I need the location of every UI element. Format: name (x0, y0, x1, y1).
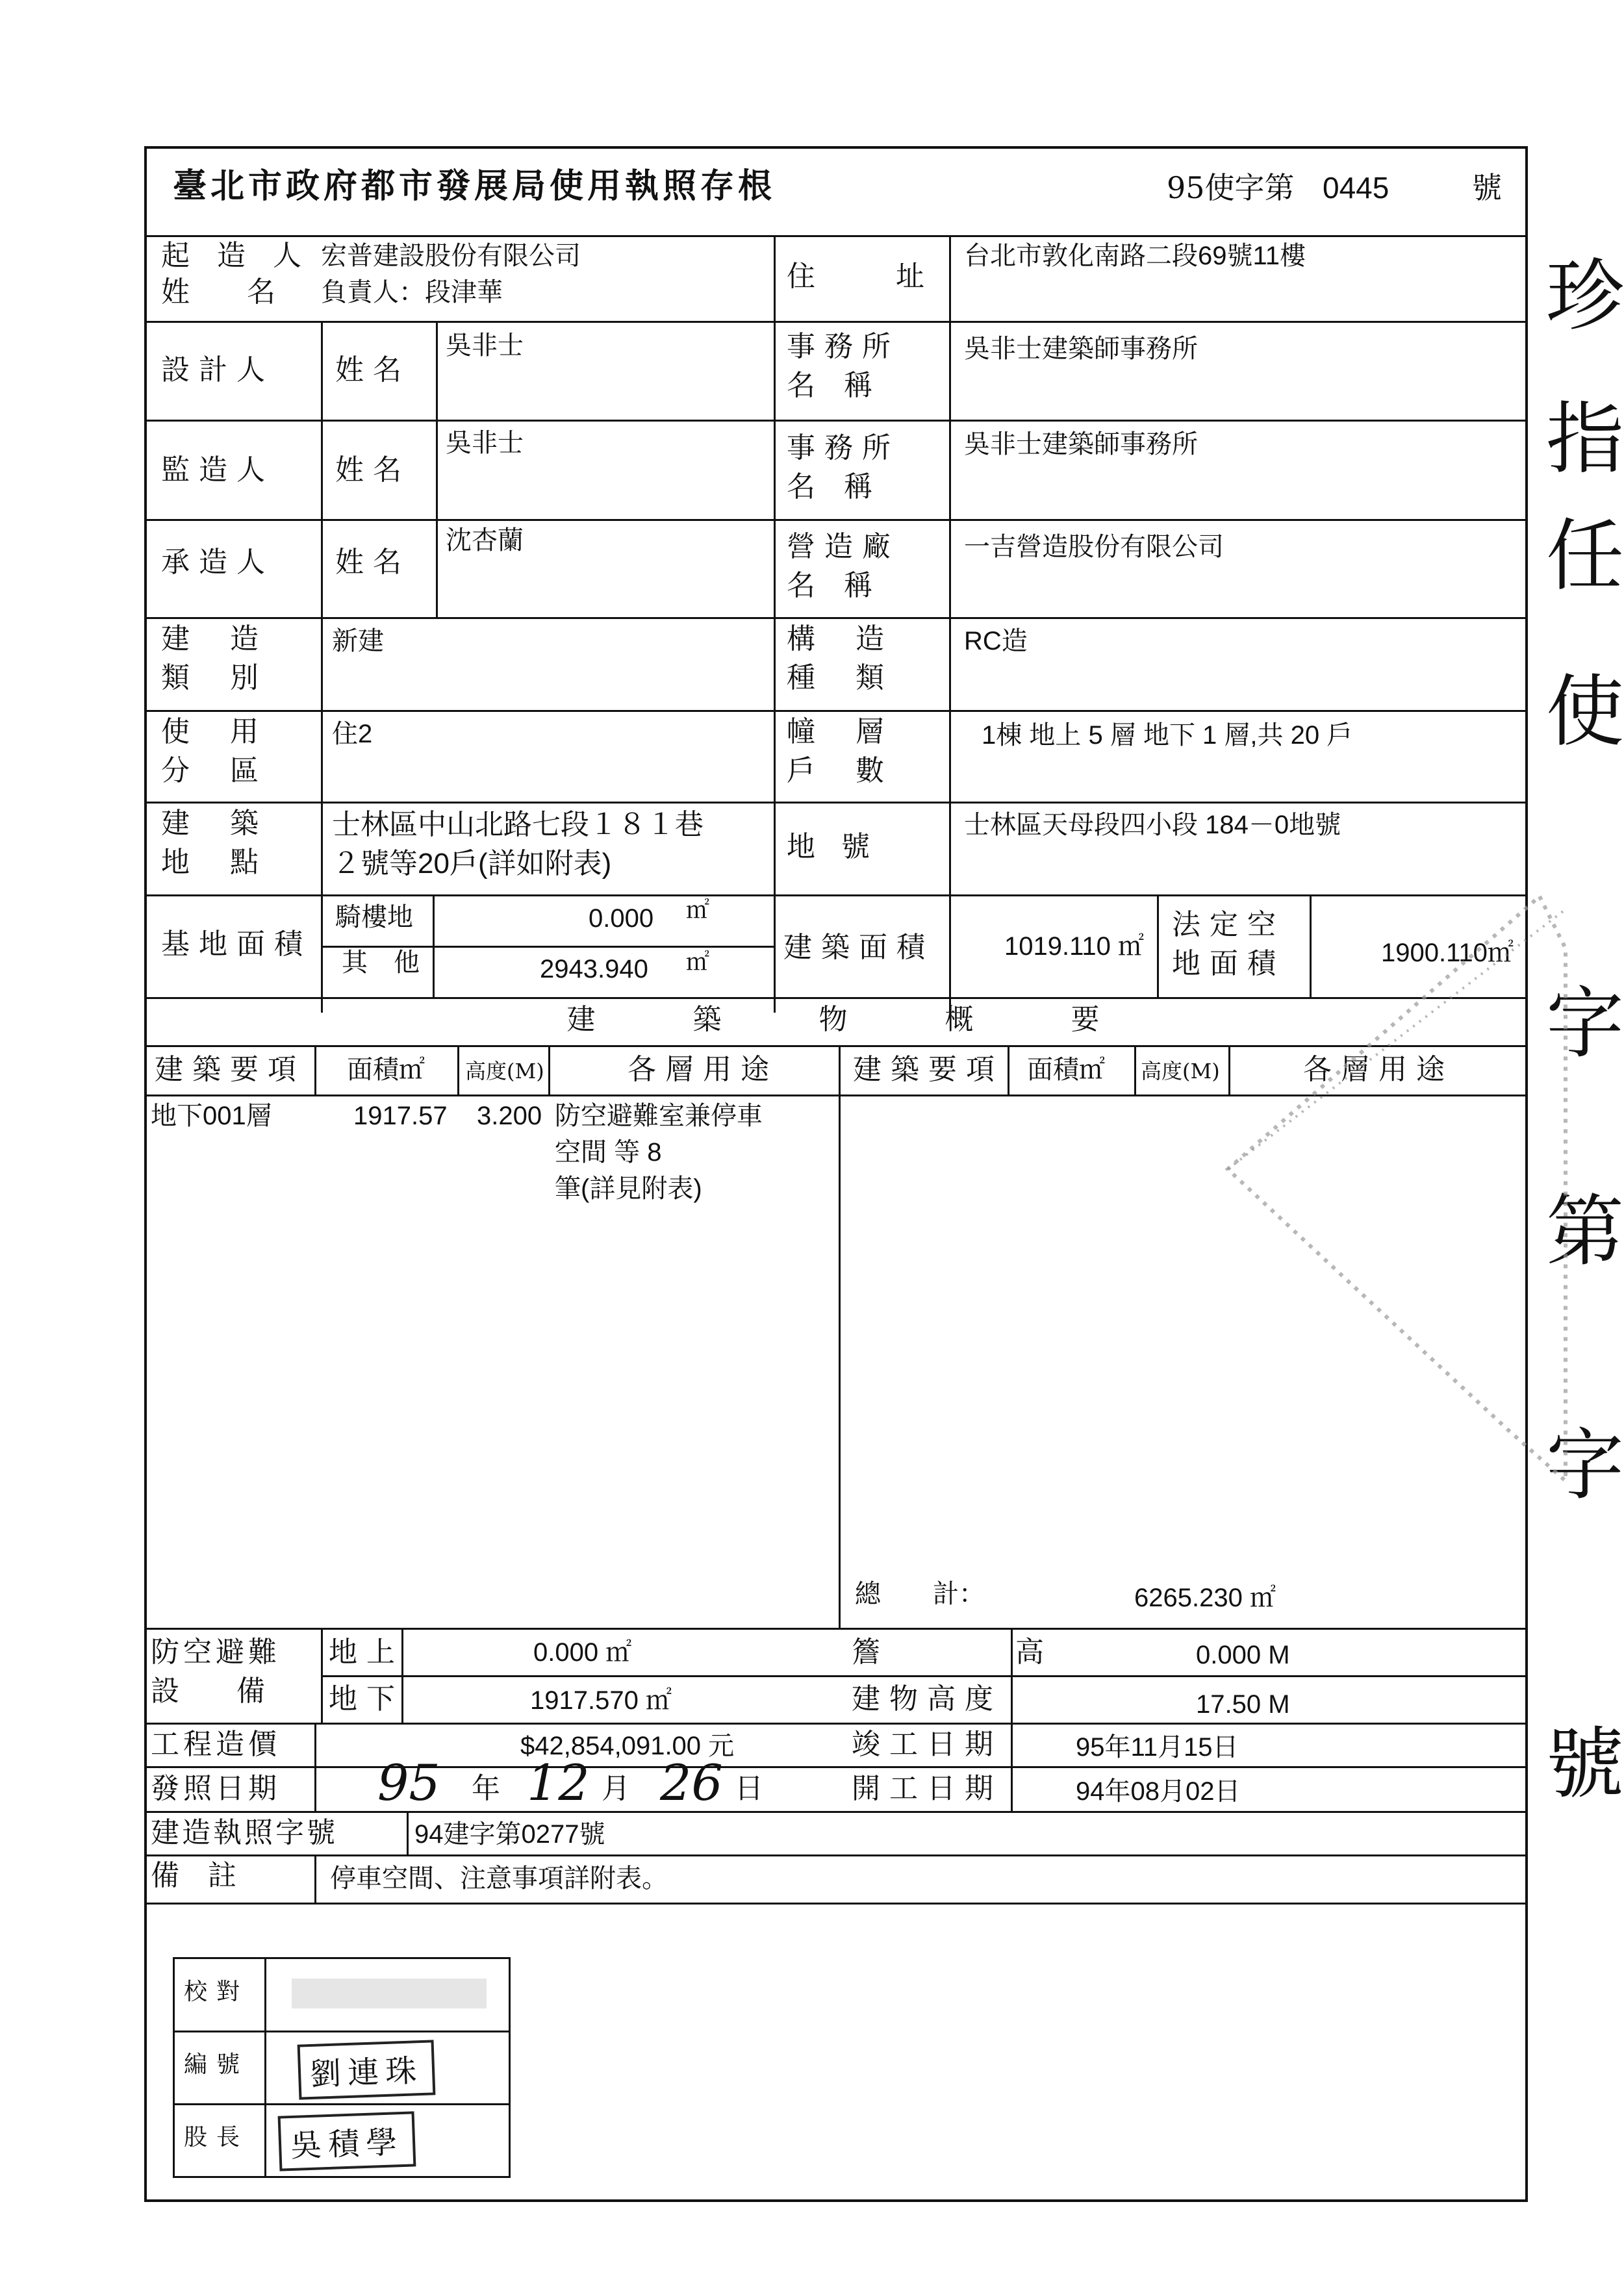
structure-label: 構造 (787, 622, 924, 655)
contractor-name-label: 姓名 (335, 546, 411, 579)
margin-char-4: 使 (1546, 667, 1624, 757)
shelter-label-2: 設 備 (151, 1675, 265, 1708)
row-use-3: 筆(詳見附表) (555, 1174, 702, 1203)
row-area: 1917.57 (353, 1102, 448, 1130)
designer-office-label: 事務所 (787, 330, 900, 363)
lot-label: 地號 (787, 830, 896, 863)
issue-day-unit: 日 (735, 1772, 763, 1805)
supervisor-office-label: 事務所 (787, 431, 900, 464)
contractor-name: 沈杏蘭 (446, 526, 524, 555)
issue-month: 12 (527, 1754, 590, 1812)
designer-label: 設計人 (161, 353, 274, 386)
arcade-label: 騎樓地 (335, 902, 413, 932)
shelter-label: 防空避難 (151, 1636, 281, 1669)
contractor-label: 承造人 (161, 546, 274, 579)
location-line2: ２號等20戶(詳如附表) (332, 848, 612, 880)
issue-year-unit: 年 (472, 1772, 500, 1805)
permit-number-suffix: 號 (1472, 170, 1502, 205)
eave-value: 0.000 M (1196, 1641, 1290, 1669)
row-use-2: 空間 等 8 (555, 1138, 662, 1167)
zoning-value: 住2 (332, 720, 373, 748)
building-area-value: 1019.110 ㎡ (1004, 932, 1144, 961)
structure-label-2: 種類 (787, 661, 924, 694)
owner-representative: 負責人：段津華 (321, 278, 503, 307)
supervisor-office-label-2: 名 稱 (787, 470, 872, 503)
owner-address-label: 住 址 (787, 260, 950, 293)
row-floor: 地下001層 (151, 1102, 272, 1130)
number-stamp: 劉連珠 (298, 2040, 436, 2099)
construction-type-label: 建造 (161, 622, 299, 655)
start-label: 開工日期 (852, 1772, 1002, 1805)
open-area-label-2: 地面積 (1172, 947, 1285, 980)
building-height-label: 建物高度 (852, 1682, 1002, 1715)
arcade-unit: ㎡ (686, 897, 710, 924)
open-area-value: 1900.110㎡ (1381, 939, 1514, 967)
remarks-value: 停車空間、注意事項詳附表。 (330, 1864, 668, 1893)
col-item: 建築要項 (155, 1053, 305, 1086)
margin-char-5: 字 (1546, 979, 1624, 1069)
cost-value: $42,854,091.00 元 (520, 1732, 735, 1760)
shelter-above-value: 0.000 ㎡ (533, 1638, 632, 1667)
owner-label: 起 造 人 (161, 239, 311, 272)
summary-title: 建築物概要 (566, 1003, 1197, 1036)
page-title: 臺北市政府都市發展局使用執照存根 (173, 166, 776, 206)
zoning-label-2: 分區 (161, 754, 299, 787)
row-use-1: 防空避難室兼停車 (555, 1102, 763, 1130)
total-value: 6265.230 ㎡ (1134, 1584, 1276, 1612)
faded-seal-mark (1202, 896, 1566, 1481)
margin-char-7: 字 (1546, 1421, 1624, 1511)
col-area-2: 面積㎡ (1027, 1055, 1105, 1085)
col-item-2: 建築要項 (853, 1053, 1004, 1086)
col-height-2: 高度(M) (1141, 1059, 1220, 1083)
units-label: 幢層 (787, 715, 924, 748)
supervisor-name-label: 姓名 (335, 453, 411, 487)
supervisor-name: 吳非士 (446, 429, 524, 457)
location-line1: 士林區中山北路七段１８１巷 (332, 809, 704, 841)
col-use-2: 各層用途 (1303, 1053, 1454, 1086)
lot-value: 士林區天母段四小段 184－0地號 (964, 811, 1341, 839)
shelter-below-value: 1917.570 ㎡ (530, 1686, 672, 1715)
owner-name-label: 姓 名 (161, 275, 275, 309)
col-height: 高度(M) (465, 1059, 544, 1083)
other-unit: ㎡ (686, 949, 710, 976)
check-label: 校對 (184, 1979, 249, 2005)
structure-type: RC造 (964, 627, 1028, 655)
issue-year: 95 (377, 1754, 440, 1812)
shelter-above-label: 地上 (329, 1636, 404, 1669)
permit-label: 建造執照字號 (151, 1816, 338, 1849)
contractor-office: 一吉營造股份有限公司 (964, 533, 1224, 561)
margin-char-8: 號 (1546, 1719, 1624, 1810)
construction-type: 新建 (332, 627, 384, 655)
zoning-label: 使用 (161, 715, 299, 748)
issue-day: 26 (660, 1754, 723, 1812)
completion-value: 95年11月15日 (1076, 1733, 1239, 1762)
construction-type-label-2: 類別 (161, 661, 299, 694)
number-label: 編號 (184, 2051, 249, 2078)
chief-label: 股長 (184, 2124, 249, 2151)
owner-name: 宏普建設股份有限公司 (321, 242, 581, 270)
cost-label: 工程造價 (151, 1728, 281, 1761)
location-label: 建築 (161, 807, 299, 840)
completion-label: 竣工日期 (852, 1728, 1002, 1761)
col-use: 各層用途 (628, 1053, 778, 1086)
owner-address: 台北市敦化南路二段69號11樓 (964, 242, 1306, 270)
total-label: 總 計： (855, 1579, 985, 1609)
margin-char-3: 任 (1546, 511, 1624, 601)
supervisor-office: 吳非士建築師事務所 (964, 430, 1198, 459)
other-value: 2943.940 (540, 955, 648, 983)
permit-value: 94建字第0277號 (414, 1820, 605, 1849)
open-area-label: 法定空 (1172, 908, 1285, 941)
location-label-2: 地點 (161, 846, 299, 879)
designer-office-label-2: 名 稱 (787, 369, 872, 402)
building-area-label: 建築面積 (783, 931, 934, 964)
designer-office: 吳非士建築師事務所 (964, 335, 1198, 363)
contractor-office-label: 營造廠 (787, 530, 900, 563)
arcade-value: 0.000 (589, 904, 654, 933)
issue-date-label: 發照日期 (151, 1772, 281, 1805)
designer-name-label: 姓名 (335, 353, 411, 386)
margin-char-1: 珍 (1546, 251, 1624, 342)
row-height: 3.200 (477, 1102, 542, 1130)
issue-month-unit: 月 (602, 1772, 630, 1805)
check-stamp-faded (292, 1979, 487, 2008)
site-area-label: 基地面積 (161, 928, 312, 961)
remarks-label: 備 註 (151, 1859, 236, 1892)
designer-name: 吳非士 (446, 331, 524, 360)
eave-label: 簷 高 (852, 1636, 1070, 1669)
shelter-below-label: 地下 (329, 1682, 404, 1715)
units-label-2: 戶數 (787, 754, 924, 787)
units-value: 1棟 地上 5 層 地下 1 層,共 20 戶 (982, 721, 1353, 750)
chief-stamp: 吳積學 (278, 2111, 416, 2171)
permit-number: 0445 (1323, 171, 1389, 205)
margin-char-6: 第 (1546, 1187, 1624, 1277)
other-label: 其他 (342, 948, 446, 978)
building-height-value: 17.50 M (1196, 1690, 1290, 1719)
col-area: 面積㎡ (347, 1055, 425, 1085)
start-value: 94年08月02日 (1076, 1777, 1241, 1806)
margin-char-2: 指 (1546, 394, 1624, 485)
signoff-box (173, 1957, 511, 2178)
supervisor-label: 監造人 (161, 453, 274, 487)
permit-number-prefix: 95使字第 (1167, 170, 1295, 205)
contractor-office-label-2: 名 稱 (787, 569, 872, 602)
